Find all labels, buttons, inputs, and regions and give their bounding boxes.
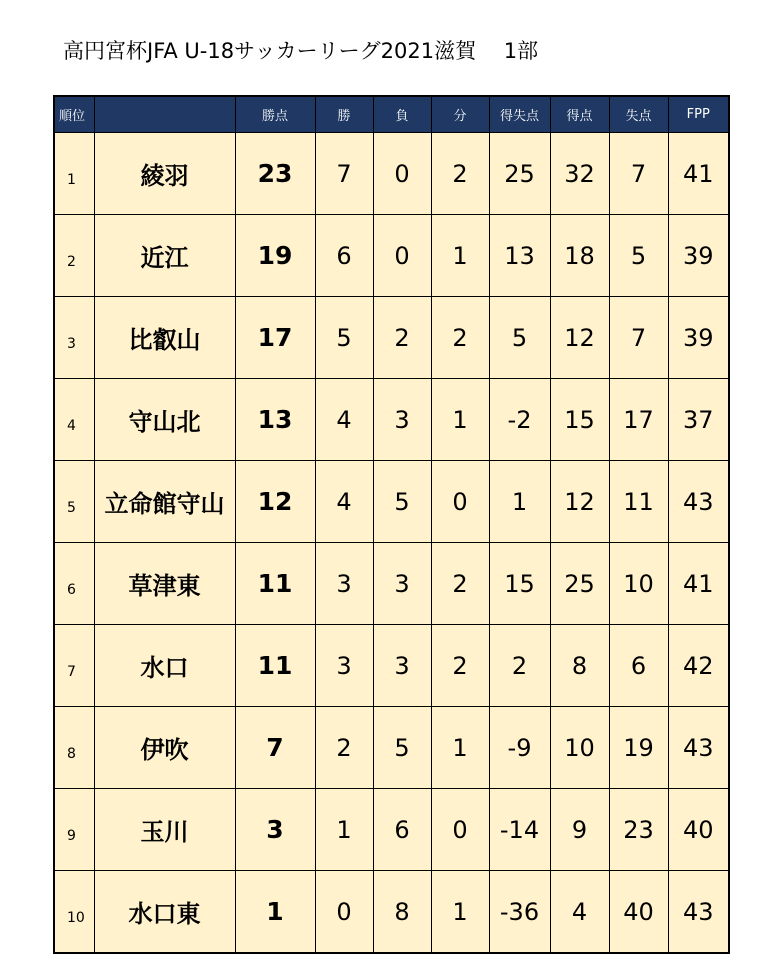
goals-against-cell: 10	[609, 543, 668, 625]
losses-cell: 5	[373, 707, 431, 789]
team-cell: 比叡山	[94, 297, 235, 379]
goals-for-cell: 25	[550, 543, 609, 625]
points-cell: 23	[235, 133, 315, 215]
draws-cell: 2	[431, 625, 489, 707]
fpp-cell: 37	[668, 379, 729, 461]
losses-cell: 0	[373, 215, 431, 297]
points-cell: 13	[235, 379, 315, 461]
rank-cell: 9	[54, 789, 94, 871]
points-cell: 3	[235, 789, 315, 871]
losses-cell: 0	[373, 133, 431, 215]
header-points: 勝点	[235, 96, 315, 133]
goals-against-cell: 7	[609, 297, 668, 379]
table-row	[54, 625, 729, 707]
header-goals-against: 失点	[609, 96, 668, 133]
team-cell: 草津東	[94, 543, 235, 625]
points-cell: 12	[235, 461, 315, 543]
goal-difference-cell: -36	[489, 871, 550, 954]
fpp-cell: 43	[668, 461, 729, 543]
points-cell: 19	[235, 215, 315, 297]
goals-against-cell: 11	[609, 461, 668, 543]
losses-cell: 2	[373, 297, 431, 379]
table-row	[54, 379, 729, 461]
table-row	[54, 133, 729, 215]
rank-cell: 5	[54, 461, 94, 543]
team-cell: 伊吹	[94, 707, 235, 789]
table-row	[54, 215, 729, 297]
points-cell: 17	[235, 297, 315, 379]
rank-cell: 6	[54, 543, 94, 625]
team-cell: 水口東	[94, 871, 235, 954]
table-row	[54, 461, 729, 543]
draws-cell: 2	[431, 543, 489, 625]
table-row	[54, 707, 729, 789]
draws-cell: 1	[431, 871, 489, 954]
rank-cell: 10	[54, 871, 94, 954]
draws-cell: 0	[431, 789, 489, 871]
table-row	[54, 871, 729, 954]
fpp-cell: 40	[668, 789, 729, 871]
table-row	[54, 789, 729, 871]
goal-difference-cell: 2	[489, 625, 550, 707]
losses-cell: 3	[373, 379, 431, 461]
team-cell: 守山北	[94, 379, 235, 461]
points-cell: 1	[235, 871, 315, 954]
goals-for-cell: 32	[550, 133, 609, 215]
goals-for-cell: 10	[550, 707, 609, 789]
goals-for-cell: 8	[550, 625, 609, 707]
header-wins: 勝	[315, 96, 373, 133]
goal-difference-cell: -9	[489, 707, 550, 789]
wins-cell: 0	[315, 871, 373, 954]
team-cell: 立命館守山	[94, 461, 235, 543]
goals-against-cell: 17	[609, 379, 668, 461]
goal-difference-cell: 25	[489, 133, 550, 215]
wins-cell: 4	[315, 461, 373, 543]
fpp-cell: 39	[668, 215, 729, 297]
goal-difference-cell: 1	[489, 461, 550, 543]
goals-against-cell: 7	[609, 133, 668, 215]
header-row	[54, 96, 729, 133]
draws-cell: 1	[431, 707, 489, 789]
draws-cell: 1	[431, 215, 489, 297]
header-goals-for: 得点	[550, 96, 609, 133]
fpp-cell: 39	[668, 297, 729, 379]
team-cell: 玉川	[94, 789, 235, 871]
goals-against-cell: 23	[609, 789, 668, 871]
standings-table	[53, 95, 730, 954]
goal-difference-cell: -2	[489, 379, 550, 461]
fpp-cell: 41	[668, 133, 729, 215]
fpp-cell: 41	[668, 543, 729, 625]
goal-difference-cell: 13	[489, 215, 550, 297]
draws-cell: 1	[431, 379, 489, 461]
goals-for-cell: 15	[550, 379, 609, 461]
header-goal-difference: 得失点	[489, 96, 550, 133]
wins-cell: 6	[315, 215, 373, 297]
draws-cell: 2	[431, 297, 489, 379]
rank-cell: 8	[54, 707, 94, 789]
fpp-cell: 43	[668, 707, 729, 789]
wins-cell: 3	[315, 543, 373, 625]
team-cell: 近江	[94, 215, 235, 297]
header-rank: 順位	[54, 96, 94, 133]
goals-for-cell: 18	[550, 215, 609, 297]
points-cell: 7	[235, 707, 315, 789]
fpp-cell: 42	[668, 625, 729, 707]
wins-cell: 2	[315, 707, 373, 789]
losses-cell: 3	[373, 543, 431, 625]
wins-cell: 3	[315, 625, 373, 707]
header-losses: 負	[373, 96, 431, 133]
points-cell: 11	[235, 543, 315, 625]
table-row	[54, 297, 729, 379]
fpp-cell: 43	[668, 871, 729, 954]
team-cell: 綾羽	[94, 133, 235, 215]
goals-for-cell: 12	[550, 297, 609, 379]
wins-cell: 4	[315, 379, 373, 461]
goal-difference-cell: 15	[489, 543, 550, 625]
header-draws: 分	[431, 96, 489, 133]
rank-cell: 3	[54, 297, 94, 379]
goal-difference-cell: 5	[489, 297, 550, 379]
table-row	[54, 543, 729, 625]
team-cell: 水口	[94, 625, 235, 707]
rank-cell: 1	[54, 133, 94, 215]
losses-cell: 6	[373, 789, 431, 871]
rank-cell: 2	[54, 215, 94, 297]
header-fpp: FPP	[668, 96, 729, 133]
header-team	[94, 96, 235, 133]
draws-cell: 2	[431, 133, 489, 215]
wins-cell: 7	[315, 133, 373, 215]
goal-difference-cell: -14	[489, 789, 550, 871]
goals-against-cell: 40	[609, 871, 668, 954]
goals-against-cell: 6	[609, 625, 668, 707]
wins-cell: 5	[315, 297, 373, 379]
losses-cell: 5	[373, 461, 431, 543]
draws-cell: 0	[431, 461, 489, 543]
page-title: 高円宮杯JFA U-18サッカーリーグ2021滋賀 1部	[63, 39, 539, 63]
goals-against-cell: 19	[609, 707, 668, 789]
goals-for-cell: 4	[550, 871, 609, 954]
rank-cell: 7	[54, 625, 94, 707]
goals-for-cell: 9	[550, 789, 609, 871]
goals-for-cell: 12	[550, 461, 609, 543]
losses-cell: 3	[373, 625, 431, 707]
rank-cell: 4	[54, 379, 94, 461]
wins-cell: 1	[315, 789, 373, 871]
goals-against-cell: 5	[609, 215, 668, 297]
losses-cell: 8	[373, 871, 431, 954]
points-cell: 11	[235, 625, 315, 707]
